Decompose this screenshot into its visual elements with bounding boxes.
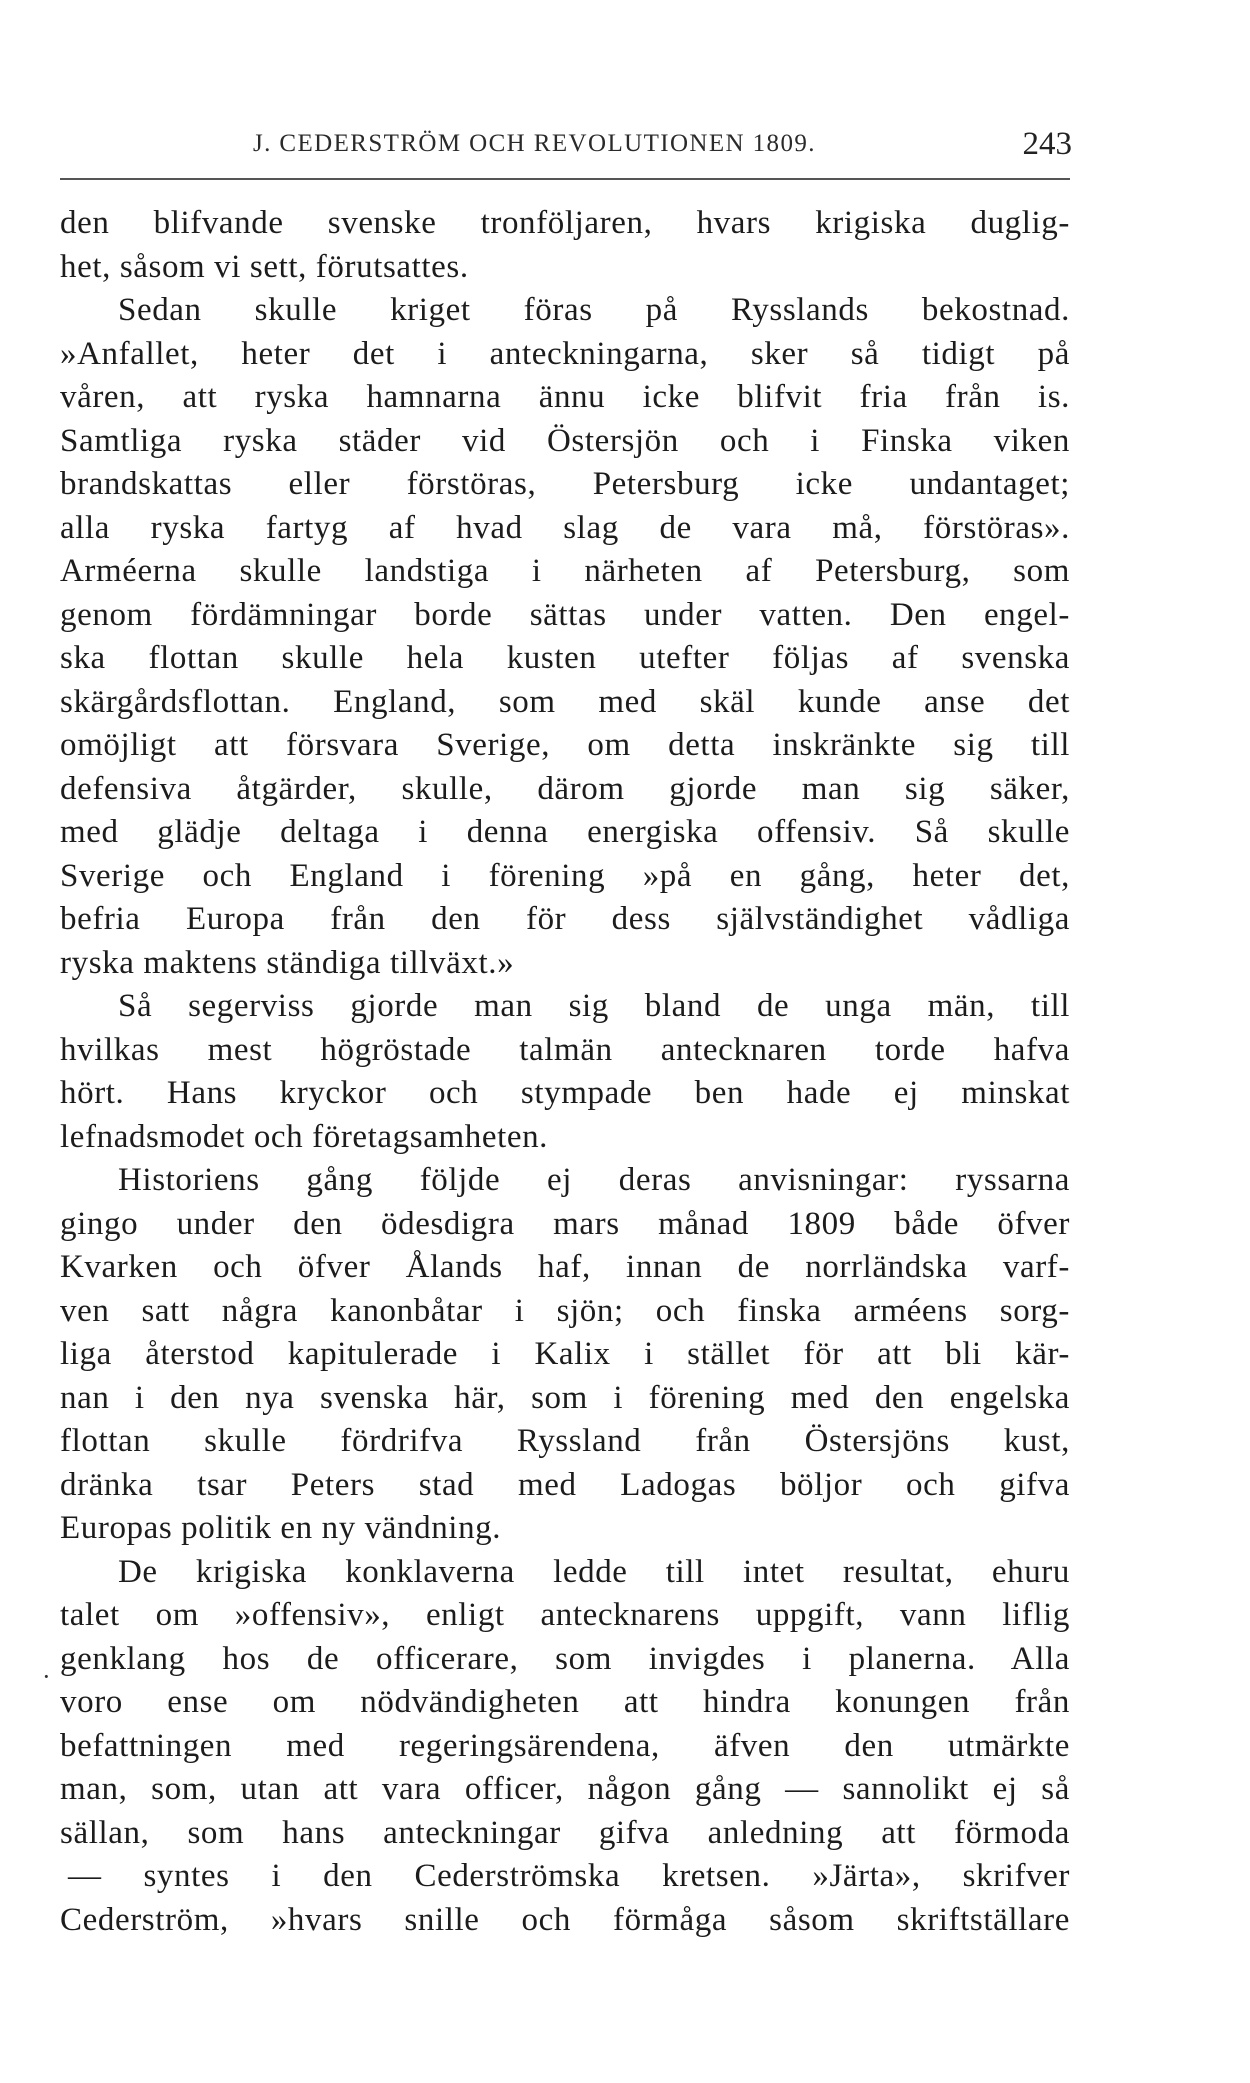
text-line: dränka tsar Peters stad med Ladogas böljor och gifva: [60, 1466, 1070, 1503]
text-line: brandskattas eller förstöras, Petersburg icke undantaget;: [60, 466, 1070, 502]
text-line: defensiva åtgärder, skulle, därom gjorde man sig säker,: [60, 770, 1070, 807]
text-line: ska flottan skulle hela kusten utefter följas af svenska: [60, 640, 1070, 676]
text-line: lefnadsmodet och företagsamheten.: [60, 1118, 549, 1155]
text-line: ryska maktens ständiga tillväxt.»: [60, 944, 515, 981]
text-line: genklang hos de officerare, som invigdes i planerna. Alla: [60, 1640, 1070, 1677]
text-line: het, såsom vi sett, förutsattes.: [60, 248, 469, 285]
text-line: den blifvande svenske tronföljaren, hvars krigiska duglig-: [60, 205, 1070, 241]
text-line: skärgårdsflottan. England, som med skäl kunde anse det: [60, 683, 1070, 720]
text-line: Sverige och England i förening »på en gång, heter det,: [60, 857, 1070, 894]
text-line: talet om »offensiv», enligt antecknarens uppgift, vann liflig: [60, 1597, 1070, 1633]
text-line: flottan skulle fördrifva Ryssland från Östersjöns kust,: [60, 1423, 1070, 1459]
text-line: våren, att ryska hamnarna ännu icke blifvit fria från is.: [60, 379, 1070, 415]
text-line: gingo under den ödesdigra mars månad 1809 både öfver: [60, 1205, 1070, 1242]
text-line: Kvarken och öfver Ålands haf, innan de norrländska varf-: [60, 1249, 1070, 1285]
text-line: sällan, som hans anteckningar gifva anledning att förmoda: [60, 1814, 1070, 1851]
page-number: 243: [1022, 126, 1072, 162]
text-line: Cederström, »hvars snille och förmåga såsom skriftställare: [60, 1901, 1070, 1938]
text-line: Historiens gång följde ej deras anvisningar: ryssarna: [118, 1162, 1070, 1198]
text-line: hört. Hans kryckor och stympade ben hade ej minskat: [60, 1075, 1070, 1111]
text-line: omöjligt att försvara Sverige, om detta inskränkte sig till: [60, 727, 1070, 763]
margin-dot-mark: ·: [42, 1662, 51, 1691]
text-line: man, som, utan att vara officer, någon gång — sannolikt ej så: [60, 1771, 1070, 1807]
text-line: »Anfallet, heter det i anteckningarna, sker så tidigt på: [60, 335, 1070, 372]
text-line: Europas politik en ny vändning.: [60, 1510, 502, 1546]
text-line: Samtliga ryska städer vid Östersjön och i Finska viken: [60, 422, 1070, 459]
text-line: Arméerna skulle landstiga i närheten af Petersburg, som: [60, 553, 1070, 589]
text-line: liga återstod kapitulerade i Kalix i stället för att bli kär-: [60, 1336, 1070, 1372]
text-line: alla ryska fartyg af hvad slag de vara må, förstöras».: [60, 509, 1070, 546]
text-line: befattningen med regeringsärendena, äfven den utmärkte: [60, 1727, 1070, 1764]
text-line: Så segerviss gjorde man sig bland de unga män, till: [118, 988, 1070, 1024]
running-head: [60, 126, 1072, 166]
text-line: nan i den nya svenska här, som i förening med den engelska: [60, 1379, 1070, 1416]
header-rule: [60, 178, 1070, 180]
text-line: genom fördämningar borde sättas under vatten. Den engel-: [60, 596, 1070, 633]
text-line: med glädje deltaga i denna energiska offensiv. Så skulle: [60, 814, 1070, 850]
text-line: — syntes i den Cederströmska kretsen. »Järta», skrifver: [68, 1858, 1070, 1894]
text-line: ven satt några kanonbåtar i sjön; och finska arméens sorg-: [60, 1292, 1070, 1329]
body-text: [60, 202, 1070, 1942]
text-line: hvilkas mest högröstade talmän antecknaren torde hafva: [60, 1031, 1070, 1068]
text-line: Sedan skulle kriget föras på Rysslands bekostnad.: [118, 292, 1070, 328]
text-line: voro ense om nödvändigheten att hindra konungen från: [60, 1684, 1070, 1720]
text-line: befria Europa från den för dess självständighet vådliga: [60, 901, 1070, 937]
running-title: J. CEDERSTRÖM OCH REVOLUTIONEN 1809.: [253, 130, 816, 157]
text-line: De krigiska konklaverna ledde till intet resultat, ehuru: [118, 1553, 1070, 1590]
